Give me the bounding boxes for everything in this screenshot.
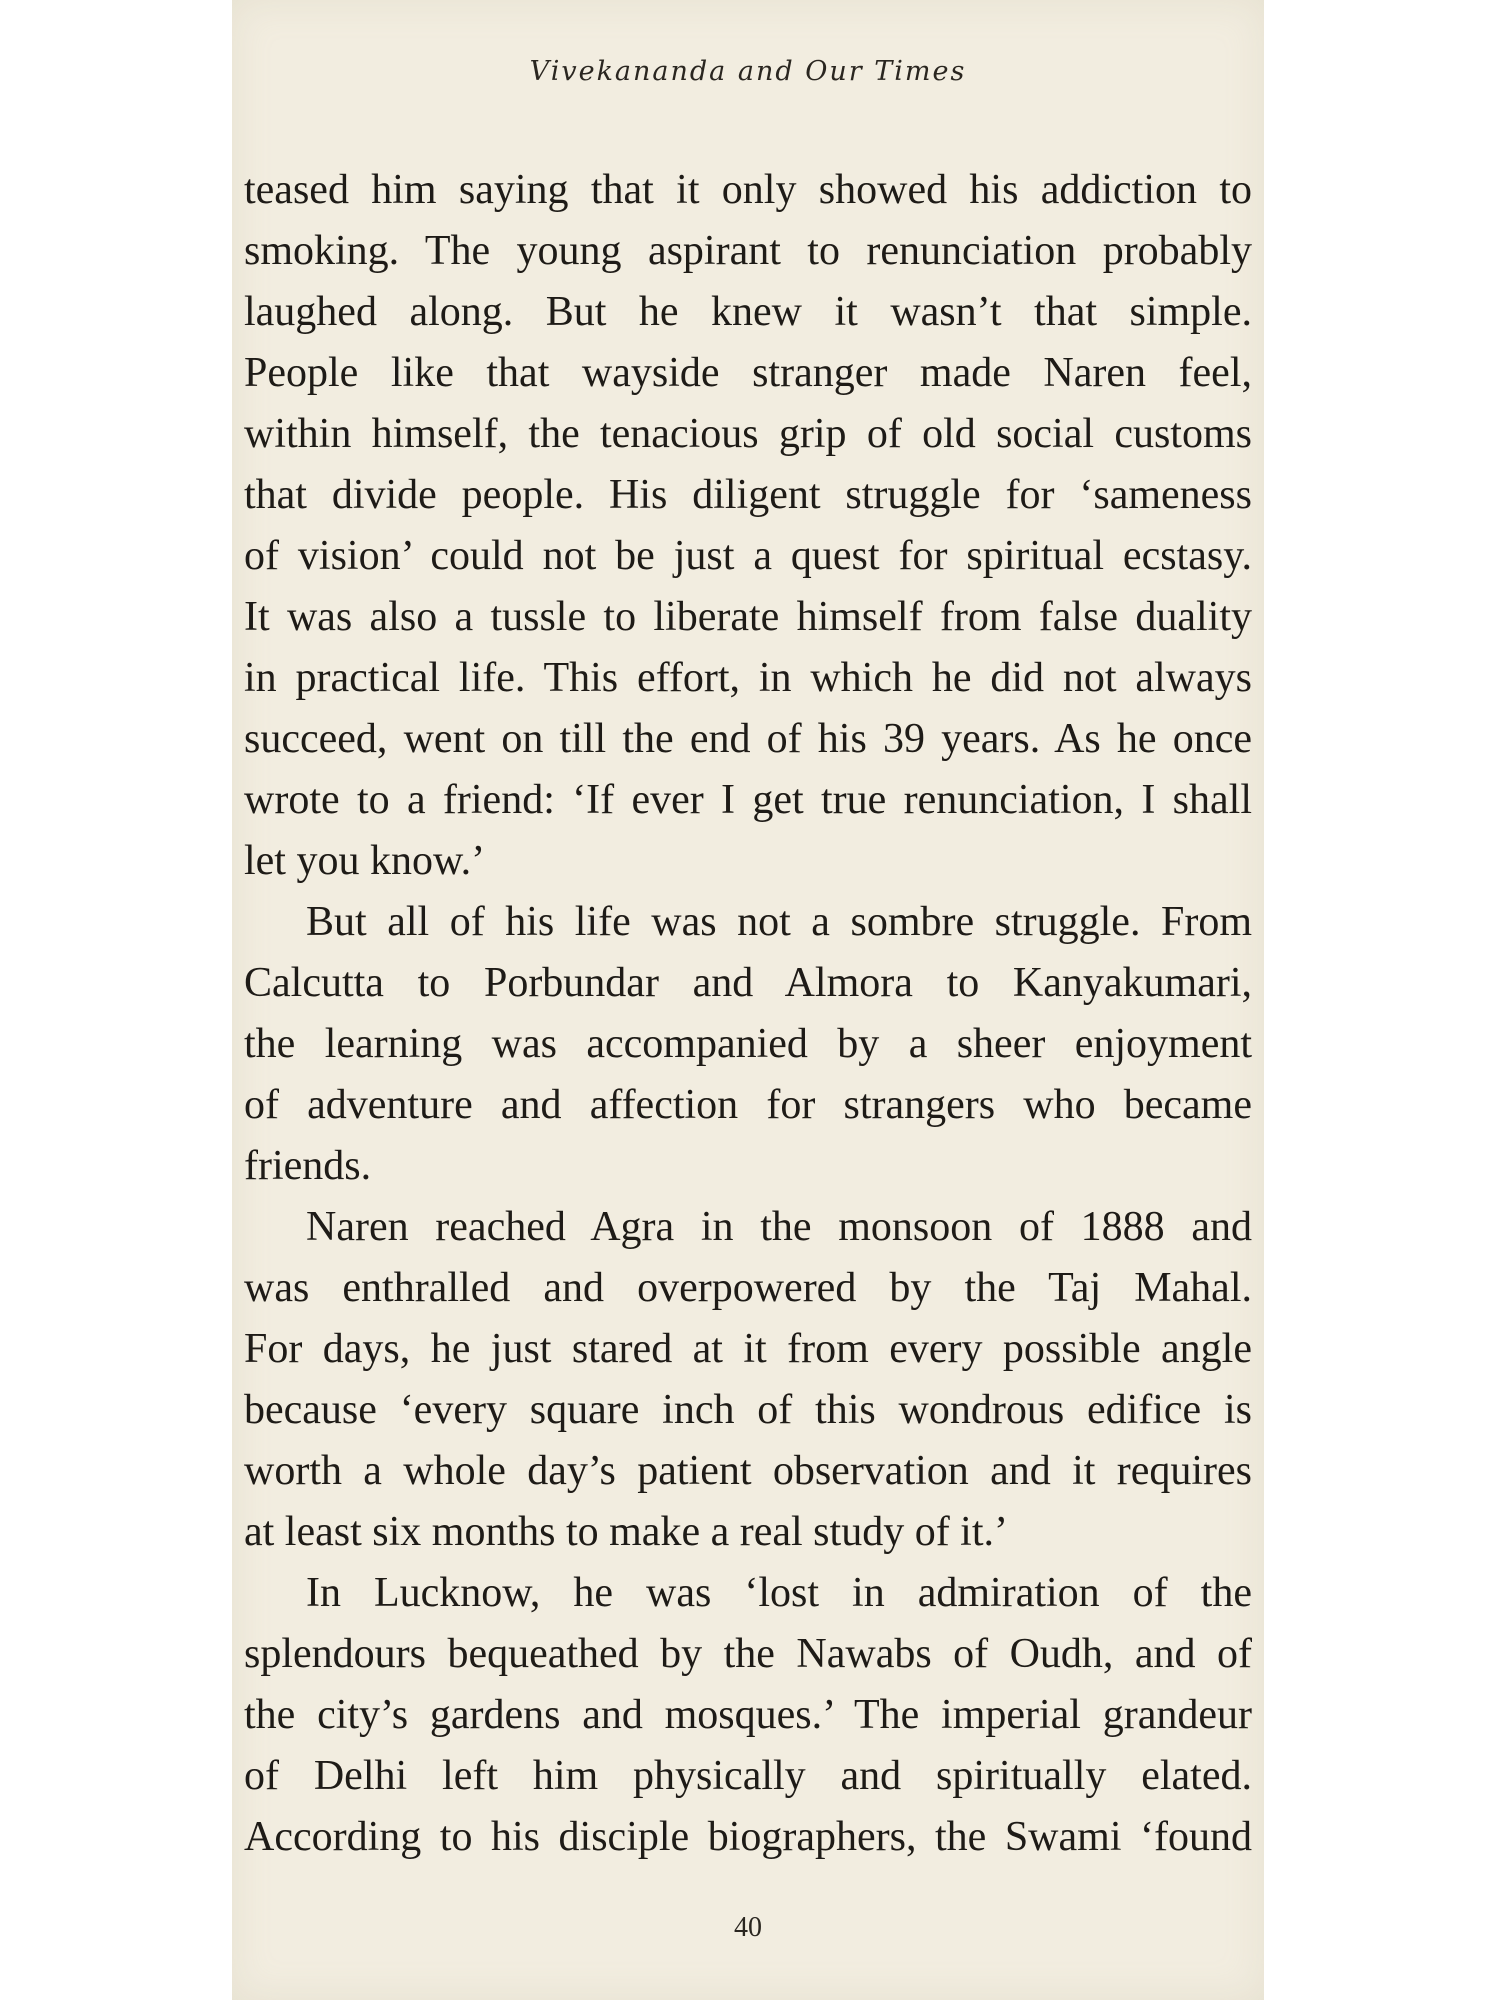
- text-line: According to his disciple biographers, the Swami ‘found: [244, 1814, 1252, 1860]
- text-line: splendours bequeathed by the Nawabs of Oudh, and of: [244, 1631, 1252, 1677]
- text-line: the city’s gardens and mosques.’ The imperial grandeur: [244, 1692, 1252, 1738]
- text-line: of vision’ could not be just a quest for spiritual ecstasy.: [244, 533, 1252, 579]
- text-line: because ‘every square inch of this wondrous edifice is: [244, 1387, 1252, 1433]
- text-line: In Lucknow, he was ‘lost in admiration of the: [306, 1570, 1252, 1616]
- text-line: But all of his life was not a sombre struggle. From: [306, 899, 1252, 945]
- body-text: [244, 160, 1252, 1868]
- text-line: let you know.’: [244, 838, 486, 884]
- text-line: For days, he just stared at it from every possible angle: [244, 1326, 1252, 1372]
- text-line: laughed along. But he knew it wasn’t that simple.: [244, 289, 1252, 335]
- text-line: within himself, the tenacious grip of old social customs: [244, 411, 1252, 457]
- page-number: 40: [734, 1912, 762, 1943]
- text-line: that divide people. His diligent struggle for ‘sameness: [244, 472, 1252, 518]
- text-line: in practical life. This effort, in which he did not always: [244, 655, 1252, 701]
- text-line: the learning was accompanied by a sheer enjoyment: [244, 1021, 1252, 1067]
- text-line: teased him saying that it only showed his addiction to: [244, 167, 1252, 213]
- text-line: It was also a tussle to liberate himself from false duality: [244, 594, 1252, 640]
- text-line: smoking. The young aspirant to renunciation probably: [244, 228, 1252, 274]
- text-line: friends.: [244, 1143, 372, 1189]
- text-line: was enthralled and overpowered by the Taj Mahal.: [244, 1265, 1252, 1311]
- running-header: Vivekananda and Our Times: [529, 56, 967, 87]
- text-line: worth a whole day’s patient observation and it requires: [244, 1448, 1252, 1494]
- text-line: of Delhi left him physically and spiritually elated.: [244, 1753, 1252, 1799]
- book-page: [232, 0, 1264, 2000]
- text-line: Naren reached Agra in the monsoon of 1888 and: [306, 1204, 1252, 1250]
- text-line: at least six months to make a real study of it.’: [244, 1509, 1008, 1555]
- text-line: of adventure and affection for strangers who became: [244, 1082, 1252, 1128]
- text-line: succeed, went on till the end of his 39 years. As he once: [244, 716, 1252, 762]
- text-line: People like that wayside stranger made Naren feel,: [244, 350, 1252, 396]
- text-line: wrote to a friend: ‘If ever I get true renunciation, I shall: [244, 777, 1252, 823]
- text-line: Calcutta to Porbundar and Almora to Kanyakumari,: [244, 960, 1252, 1006]
